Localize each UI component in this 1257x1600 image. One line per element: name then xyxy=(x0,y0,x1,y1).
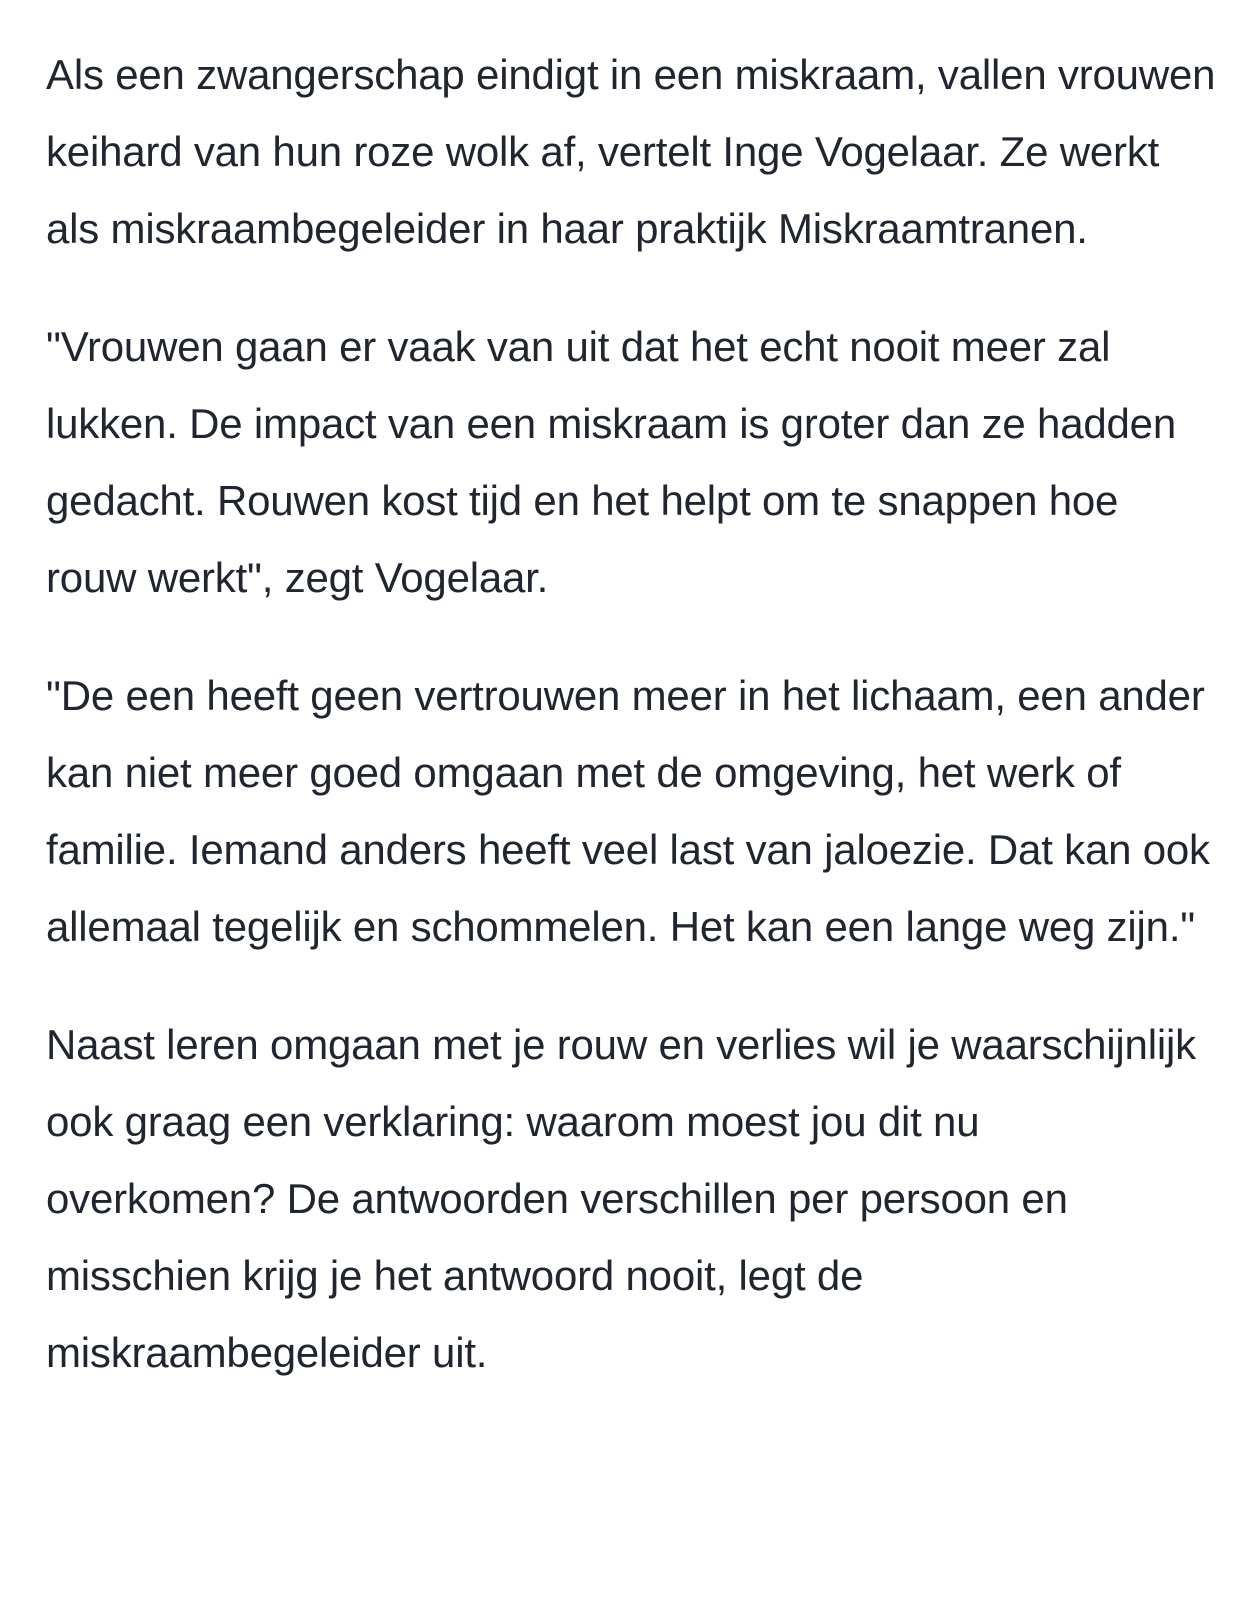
paragraph-intro: Als een zwangerschap eindigt in een miskraam, vallen vrouwen keihard van hun roze wolk af, vertelt Inge Vogelaar. Ze werkt als miskraambegeleider in haar praktijk Miskraamtranen. xyxy=(46,51,1216,252)
paragraph-quote-1: "Vrouwen gaan er vaak van uit dat het echt nooit meer zal lukken. De impact van een miskraam is groter dan ze hadden gedacht. Rouwen kost tijd en het helpt om te snappen hoe rouw werkt", zegt Vogelaar. xyxy=(46,323,1176,601)
paragraph-quote-2: "De een heeft geen vertrouwen meer in het lichaam, een ander kan niet meer goed omgaan met de omgeving, het werk of familie. Iemand anders heeft veel last van jaloezie. Dat kan ook allemaal tegelijk en schommelen. Het kan een lange weg zijn." xyxy=(46,672,1210,950)
article-body xyxy=(46,36,1217,1391)
paragraph-explanation: Naast leren omgaan met je rouw en verlies wil je waarschijnlijk ook graag een verklaring: waarom moest jou dit nu overkomen? De antwoorden verschillen per persoon en misschien krijg je het antwoord nooit, legt de miskraambegeleider uit. xyxy=(46,1021,1196,1376)
